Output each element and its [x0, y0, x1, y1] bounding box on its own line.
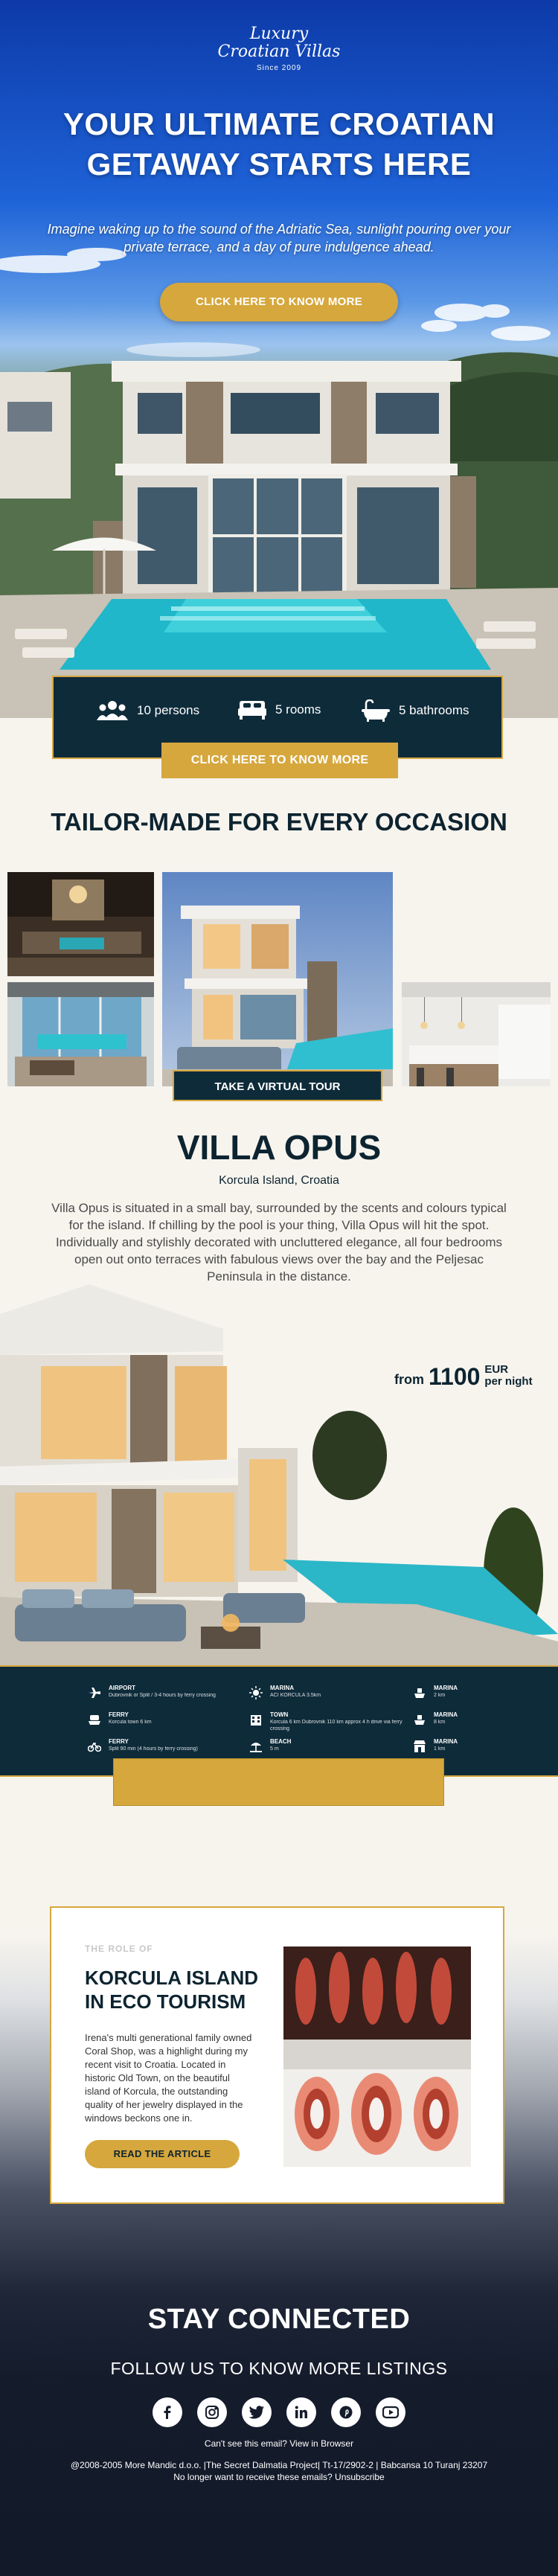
- villa-price: [394, 1363, 533, 1391]
- brand-logo-line1: Luxury: [249, 25, 309, 43]
- info-marina-2-title: MARINA: [434, 1685, 458, 1691]
- brand-logo[interactable]: [0, 25, 558, 72]
- unsubscribe-link[interactable]: No longer want to receive these emails? Unsubscribe: [173, 2472, 385, 2482]
- plane-icon: [88, 1686, 101, 1699]
- gold-banner[interactable]: [113, 1758, 444, 1806]
- info-ferry-2-desc: Split 90 min (4 hours by ferry crossing): [109, 1746, 198, 1752]
- amenity-rooms: [238, 699, 321, 720]
- info-airport: [88, 1685, 229, 1699]
- hero-section: [0, 0, 558, 718]
- tailor-heading: TAILOR-MADE FOR EVERY OCCASION: [51, 808, 507, 836]
- people-icon: [97, 699, 128, 722]
- pinterest-icon[interactable]: [331, 2397, 361, 2427]
- info-beach: [249, 1738, 405, 1753]
- read-article-button[interactable]: READ THE ARTICLE: [85, 2140, 240, 2168]
- price-currency: EUR: [484, 1363, 509, 1376]
- info-marina-2: [413, 1685, 502, 1699]
- brand-logo-line2: Croatian Villas: [217, 42, 341, 61]
- hero-cta-button[interactable]: CLICK HERE TO KNOW MORE: [160, 283, 398, 321]
- stay-connected-heading: STAY CONNECTED: [147, 2304, 411, 2335]
- villa-opus-image: [0, 1284, 558, 1667]
- info-ferry-2-title: FERRY: [109, 1738, 129, 1745]
- amenity-bathrooms: [362, 699, 469, 722]
- info-ferry-2: [88, 1738, 229, 1753]
- amenity-bathrooms-label: 5 bathrooms: [399, 703, 469, 717]
- gallery-living-room-image[interactable]: [7, 872, 154, 976]
- info-town-title: TOWN: [270, 1711, 289, 1718]
- price-unit: [484, 1364, 532, 1388]
- villa-location: Korcula Island, Croatia: [219, 1174, 339, 1187]
- instagram-icon[interactable]: [197, 2397, 227, 2427]
- copyright-text: @2008-2005 More Mandic d.o.o. |The Secret Dalmatia Project| Tt-17/2902-2 | Babcansa 10 Turanj 23207: [70, 2460, 488, 2470]
- info-marina-4-desc: 1 km: [434, 1746, 446, 1752]
- amenities-cta-button[interactable]: CLICK HERE TO KNOW MORE: [161, 743, 398, 778]
- info-marina-1-desc: ACI KORCULA 3.5km: [270, 1693, 321, 1698]
- info-marina-4-title: MARINA: [434, 1738, 458, 1745]
- bed-icon: [238, 699, 266, 720]
- info-marina-3: [413, 1711, 502, 1726]
- gallery-main-villa-image[interactable]: [162, 872, 393, 1086]
- bathtub-icon: [362, 699, 390, 722]
- bike-icon: [88, 1740, 101, 1753]
- twitter-icon[interactable]: [242, 2397, 272, 2427]
- price-period: per night: [484, 1375, 533, 1388]
- amenity-persons: [97, 699, 199, 722]
- gallery-kitchen-image[interactable]: [402, 982, 551, 1086]
- view-in-browser-link[interactable]: Can't see this email? View in Browser: [204, 2438, 354, 2449]
- amenities-bar: [52, 676, 503, 766]
- info-beach-title: BEACH: [270, 1738, 292, 1745]
- ferry-icon: [88, 1713, 101, 1726]
- info-marina-3-title: MARINA: [434, 1711, 458, 1718]
- info-beach-desc: 5 m: [270, 1746, 279, 1752]
- info-marina-2-desc: 2 km: [434, 1693, 446, 1698]
- price-from: from: [394, 1372, 424, 1387]
- info-airport-desc: Dubrovnik or Split / 3-4 hours by ferry crossing: [109, 1693, 216, 1698]
- sun-icon: [249, 1686, 263, 1699]
- linkedin-icon[interactable]: [286, 2397, 316, 2427]
- building-icon: [249, 1713, 263, 1726]
- social-links: [0, 2397, 558, 2427]
- virtual-tour-button[interactable]: TAKE A VIRTUAL TOUR: [173, 1070, 382, 1101]
- youtube-icon[interactable]: [376, 2397, 405, 2427]
- info-town-desc: Korcula 6 km Dubrovnik 110 km approx 4 h drive via ferry crossing: [270, 1720, 403, 1731]
- villa-name: VILLA OPUS: [176, 1128, 382, 1167]
- info-marina-1-title: MARINA: [270, 1685, 294, 1691]
- hero-subtitle: Imagine waking up to the sound of the Adriatic Sea, sunlight pouring over your private terrace, and a day of pure indulgence ahead.: [47, 222, 511, 254]
- info-airport-title: AIRPORT: [109, 1685, 135, 1691]
- beach-icon: [249, 1740, 263, 1753]
- follow-us-text: FOLLOW US TO KNOW MORE LISTINGS: [110, 2359, 448, 2378]
- info-ferry-1: [88, 1711, 229, 1726]
- info-ferry-1-desc: Korcula town 6 km: [109, 1720, 152, 1725]
- gallery-pool-view-image[interactable]: [7, 982, 154, 1086]
- info-town: [249, 1711, 405, 1732]
- villa-description: Villa Opus is situated in a small bay, surrounded by the scents and colours typical for the island. If chilling by the pool is your thing, Villa Opus will hit the spot. Individually and stylishly decorated with uncluttered elegance, all four bedrooms open out onto terraces with fabulous views over the bay and the Peljesac Peninsula in the distance.: [51, 1201, 507, 1284]
- brand-since: Since 2009: [256, 64, 302, 72]
- coral-shop-image[interactable]: [283, 1947, 471, 2167]
- amenity-persons-label: 10 persons: [137, 703, 200, 717]
- hero-title: YOUR ULTIMATE CROATIAN GETAWAY STARTS HERE: [62, 106, 496, 182]
- info-ferry-1-title: FERRY: [109, 1711, 129, 1718]
- info-marina-3-desc: 8 km: [434, 1720, 446, 1725]
- info-marina-1: [249, 1685, 405, 1699]
- anchor-icon: [413, 1713, 426, 1726]
- price-amount: 1100: [429, 1363, 481, 1390]
- article-title: KORCULA ISLAND IN ECO TOURISM: [85, 1967, 259, 2013]
- anchor-icon: [413, 1686, 426, 1699]
- article-card: [50, 1906, 504, 2204]
- amenity-rooms-label: 5 rooms: [275, 702, 321, 717]
- info-marina-4: [413, 1738, 502, 1753]
- article-body: Irena's multi generational family owned Coral Shop, was a highlight during my recent visit to Croatia. Located in historic Old Town, on the beautiful island of Korcula, the outstanding quality of her jewelry displayed in the windows beckons one in.: [85, 2032, 252, 2124]
- facebook-icon[interactable]: [153, 2397, 182, 2427]
- article-kicker: THE ROLE OF: [85, 1944, 153, 1954]
- shop-icon: [413, 1740, 426, 1753]
